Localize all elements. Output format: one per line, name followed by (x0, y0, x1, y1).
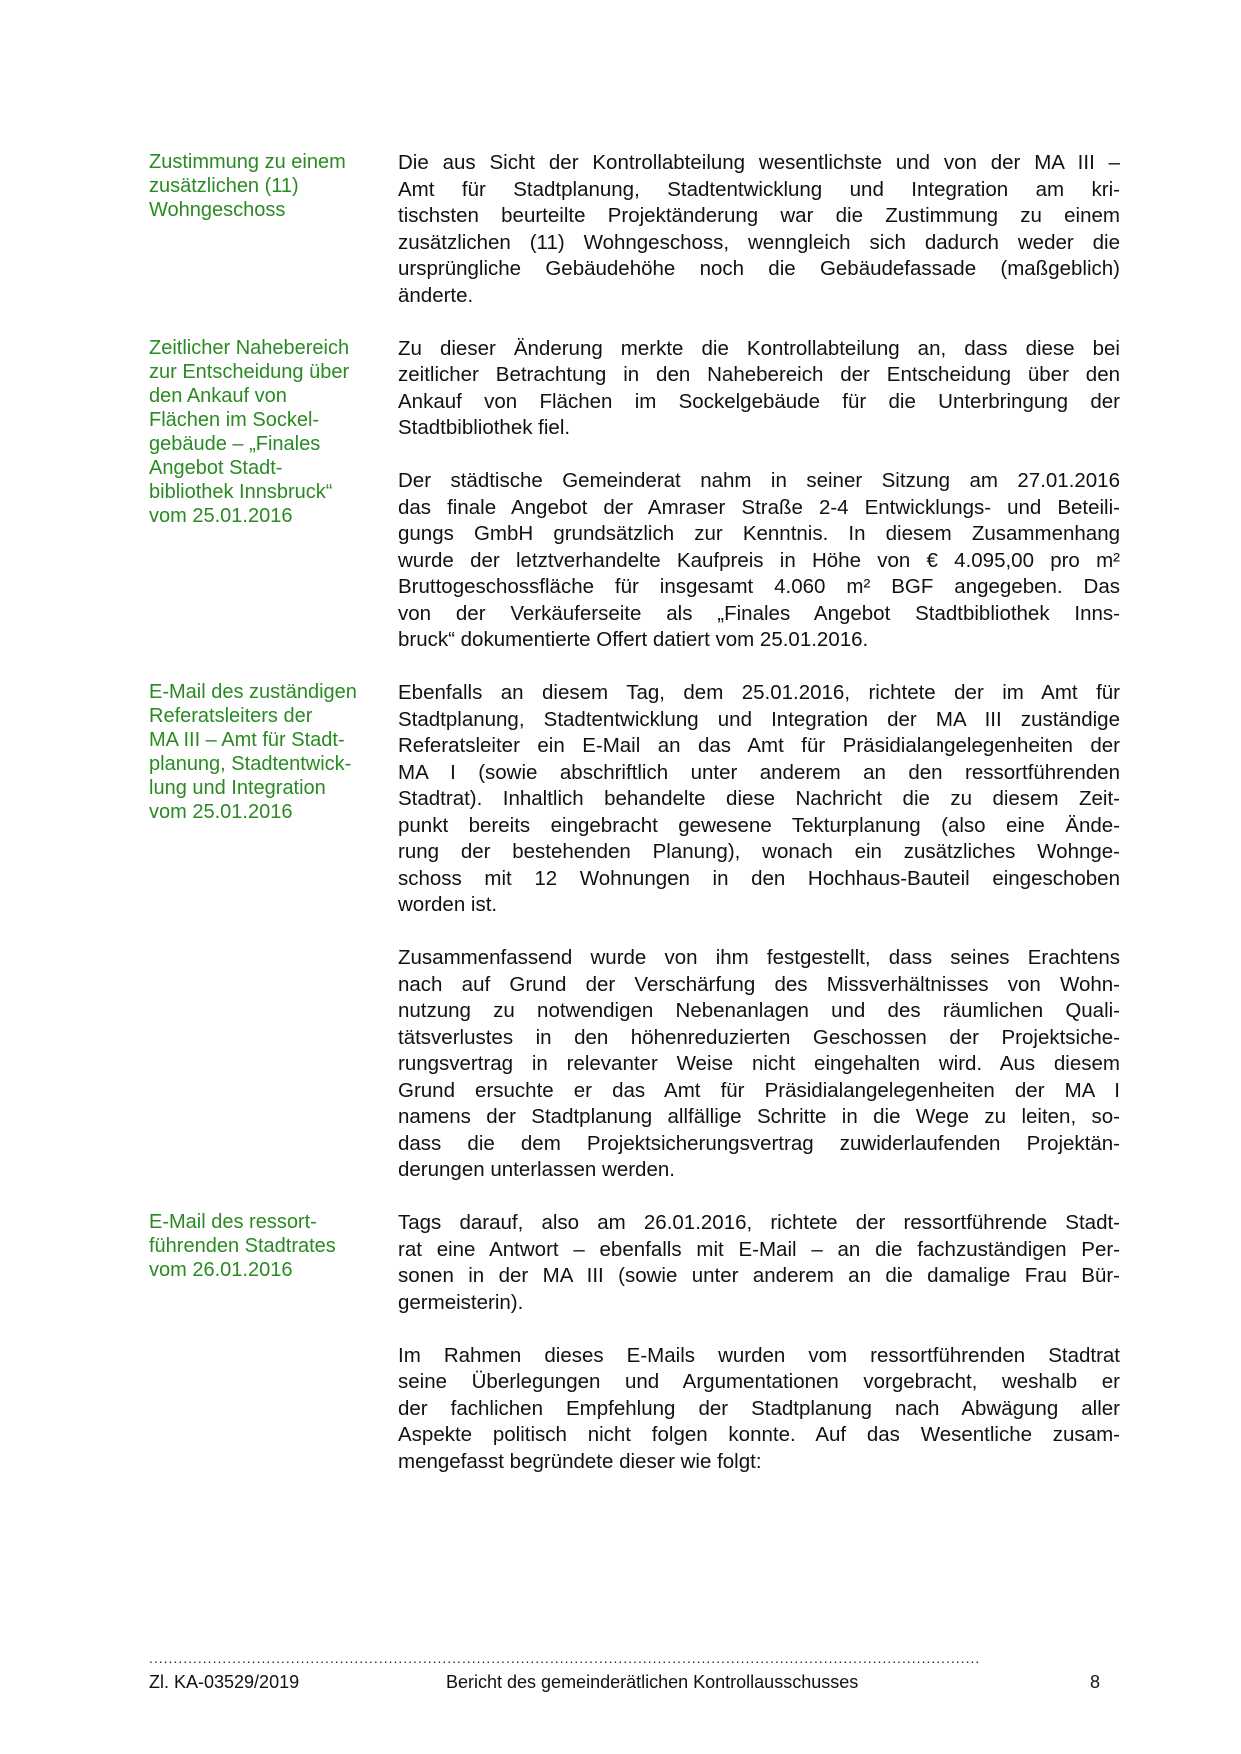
section-text (398, 680, 1120, 1184)
paragraph-line: Aspekte politisch nicht folgen konnte. Auf das Wesentliche zusam- (398, 1423, 1120, 1446)
paragraph-line: rungsvertrag in relevanter Weise nicht eingehalten wird. Aus diesem (398, 1052, 1120, 1075)
paragraph-line: Im Rahmen dieses E-Mails wurden vom ressortführenden Stadtrat (398, 1343, 1120, 1367)
paragraph-line: der fachlichen Empfehlung der Stadtplanung nach Abwägung aller (398, 1396, 1120, 1420)
paragraph-line: bruck“ dokumentierte Offert datiert vom 25.01.2016. (398, 628, 869, 651)
paragraph-line: Die aus Sicht der Kontrollabteilung wesentlichste und von der MA III – (398, 151, 1120, 174)
paragraph-line: Referatsleiter ein E-Mail an das Amt für Präsidialangelegenheiten der (398, 734, 1120, 757)
paragraph-line: Zu dieser Änderung merkte die Kontrollabteilung an, dass diese bei (398, 336, 1120, 360)
margin-note-line: vom 25.01.2016 (149, 801, 293, 823)
paragraph-line: gungs GmbH grundsätzlich zur Kenntnis. In diesem Zusammenhang (398, 522, 1120, 545)
document-section (149, 1210, 1120, 1475)
paragraph-line: zeitlicher Betrachtung in den Nahebereich der Entscheidung über den (398, 363, 1120, 386)
paragraph (398, 150, 1120, 309)
paragraph (398, 468, 1120, 654)
paragraph-line: das finale Angebot der Amraser Straße 2-4 Entwicklungs- und Beteili- (398, 495, 1120, 519)
paragraph-line: von der Verkäuferseite als „Finales Angebot Stadtbibliothek Inns- (398, 601, 1120, 625)
paragraph-line: nach auf Grund der Verschärfung des Missverhältnisses von Wohn- (398, 972, 1120, 996)
paragraph-line: worden ist. (398, 893, 498, 916)
paragraph-line: tätsverlustes in den höhenreduzierten Geschossen der Projektsiche- (398, 1025, 1120, 1049)
margin-note-line: Zeitlicher Nahebereich (149, 336, 350, 359)
paragraph (398, 1210, 1120, 1316)
paragraph (398, 1343, 1120, 1476)
margin-note (149, 1210, 398, 1475)
margin-note-line: E-Mail des ressort- (149, 1211, 317, 1233)
paragraph-line: derungen unterlassen werden. (398, 1158, 675, 1181)
paragraph-line: mengefasst begründete dieser wie folgt: (398, 1449, 762, 1473)
section-text (398, 1210, 1120, 1475)
margin-note-line: gebäude – „Finales (149, 432, 321, 455)
margin-note-line: planung, Stadtentwick- (149, 753, 352, 775)
margin-note-line: zusätzlichen (11) (149, 175, 299, 197)
paragraph-line: Stadtbibliothek fiel. (398, 416, 571, 439)
paragraph-line: Ebenfalls an diesem Tag, dem 25.01.2016, richtete der im Amt für (398, 681, 1120, 704)
paragraph-line: zusätzlichen (11) Wohngeschoss, wenngleich sich dadurch weder die (398, 230, 1120, 254)
page-number: 8 (1089, 1672, 1100, 1692)
paragraph-line: dass die dem Projektsicherungsvertrag zuwiderlaufenden Projektän- (398, 1131, 1120, 1155)
paragraph-line: seine Überlegungen und Argumentationen vorgebracht, weshalb er (398, 1370, 1120, 1393)
document-section (149, 336, 1120, 654)
document-body (149, 150, 1120, 1502)
margin-note-line: führenden Stadtrates (149, 1235, 336, 1257)
margin-note (149, 150, 398, 309)
document-section (149, 150, 1120, 309)
paragraph-line: nutzung zu notwendigen Nebenanlagen und des räumlichen Quali- (398, 999, 1120, 1022)
section-text (398, 336, 1120, 654)
margin-note-line: Angebot Stadt- (149, 456, 283, 479)
margin-note-line: Referatsleiters der (149, 705, 313, 727)
section-text (398, 150, 1120, 309)
paragraph-line: ursprüngliche Gebäudehöhe noch die Gebäudefassade (maßgeblich) (398, 257, 1120, 280)
paragraph-line: germeisterin). (398, 1290, 524, 1314)
paragraph (398, 336, 1120, 442)
paragraph-line: Tags darauf, also am 26.01.2016, richtete der ressortführende Stadt- (398, 1211, 1120, 1234)
paragraph-line: tischsten beurteilte Projektänderung war die Zustimmung zu einem (398, 204, 1120, 227)
paragraph-line: wurde der letztverhandelte Kaufpreis in Höhe von € 4.095,00 pro m² (398, 548, 1120, 572)
paragraph-line: Ankauf von Flächen im Sockelgebäude für die Unterbringung der (398, 389, 1120, 413)
paragraph-line: Der städtische Gemeinderat nahm in seiner Sitzung am 27.01.2016 (398, 469, 1120, 492)
margin-note-line: MA III – Amt für Stadt- (149, 729, 345, 751)
margin-note (149, 336, 398, 654)
paragraph-line: Zusammenfassend wurde von ihm festgestellt, dass seines Erachtens (398, 946, 1120, 969)
paragraph-line: Stadtplanung, Stadtentwicklung und Integration der MA III zuständige (398, 707, 1120, 731)
paragraph-line: rung der bestehenden Planung), wonach ein zusätzliches Wohnge- (398, 840, 1120, 863)
margin-note-line: E-Mail des zuständigen (149, 681, 357, 703)
margin-note-line: vom 25.01.2016 (149, 504, 293, 527)
paragraph (398, 945, 1120, 1184)
paragraph-line: schoss mit 12 Wohnungen in den Hochhaus-Bauteil eingeschoben (398, 866, 1120, 890)
paragraph-line: Stadtrat). Inhaltlich behandelte diese Nachricht die zu diesem Zeit- (398, 787, 1120, 810)
paragraph-line: rat eine Antwort – ebenfalls mit E-Mail – an die fachzuständigen Per- (398, 1237, 1120, 1261)
paragraph-line: sonen in der MA III (sowie unter anderem an die damalige Frau Bür- (398, 1264, 1120, 1287)
paragraph-line: MA I (sowie abschriftlich unter anderem an den ressortführenden (398, 760, 1120, 784)
footer-reference: Zl. KA-03529/2019 (149, 1672, 300, 1692)
paragraph-line: änderte. (398, 283, 474, 307)
margin-note-line: den Ankauf von (149, 384, 287, 407)
paragraph-line: punkt bereits eingebracht gewesene Tekturplanung (also eine Ände- (398, 813, 1120, 837)
margin-note-line: zur Entscheidung über (149, 360, 350, 383)
paragraph-line: Amt für Stadtplanung, Stadtentwicklung und Integration am kri- (398, 177, 1120, 201)
margin-note-line: Flächen im Sockel- (149, 408, 320, 431)
footer-dotted-rule: .......................................................................................................................................................................... (149, 1650, 981, 1664)
margin-note-line: Zustimmung zu einem (149, 151, 346, 173)
paragraph (398, 680, 1120, 919)
margin-note-line: vom 26.01.2016 (149, 1259, 293, 1281)
footer-title: Bericht des gemeinderätlichen Kontrollausschusses (446, 1672, 859, 1692)
paragraph-line: namens der Stadtplanung allfällige Schritte in die Wege zu leiten, so- (398, 1105, 1120, 1128)
margin-note-line: Wohngeschoss (149, 199, 286, 221)
margin-note-line: bibliothek Innsbruck“ (149, 480, 333, 503)
margin-note (149, 680, 398, 1184)
paragraph-line: Bruttogeschossfläche für insgesamt 4.060 m² BGF angegeben. Das (398, 575, 1120, 598)
document-section (149, 680, 1120, 1184)
paragraph-line: Grund ersuchte er das Amt für Präsidialangelegenheiten der MA I (398, 1078, 1120, 1102)
margin-note-line: lung und Integration (149, 777, 326, 799)
